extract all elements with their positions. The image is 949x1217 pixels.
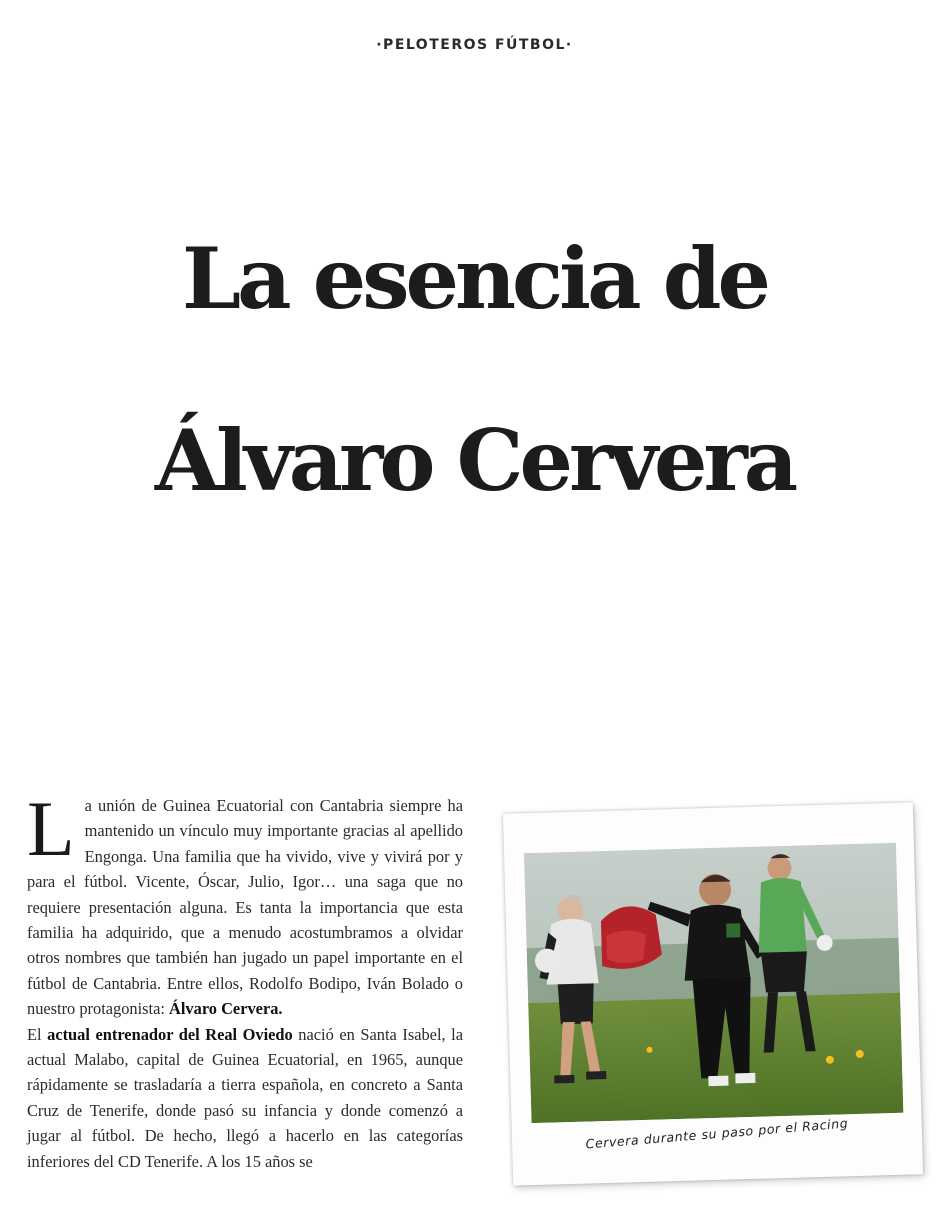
paragraph-2 — [27, 1022, 463, 1174]
training-photo — [524, 843, 903, 1123]
protagonist-name: Álvaro Cervera. — [169, 999, 283, 1019]
article-headline — [0, 188, 949, 552]
paragraph-2-text: nació en Santa Isabel, la actual Malabo, capital de Guinea Ecuatorial, en 1965, aunque rápidamente se trasladaría a tierra española, en concreto a Santa Cruz de Tenerife, donde pasó su infancia y donde comenzó a jugar al fútbol. De hecho, llegó a hacerlo en las categorías inferiores del CD Tenerife. A los 15 años se — [27, 1024, 463, 1171]
article-body — [27, 785, 463, 1174]
paragraph-1 — [27, 785, 463, 1022]
drop-cap: L — [27, 785, 75, 872]
headline-line-2: Álvaro Cervera — [154, 411, 795, 510]
section-label: ·PELOTEROS FÚTBOL· — [376, 37, 573, 53]
training-photo-illustration — [524, 843, 903, 1123]
photo-frame — [503, 802, 923, 1185]
coach-role: actual entrenador del Real Oviedo — [47, 1024, 293, 1044]
paragraph-1-text: a unión de Guinea Ecuatorial con Cantabria siempre ha mantenido un vínculo muy importante gracias al apellido Engonga. Una familia que ha vivido, vive y vivirá por y para el fútbol. Vicente, Óscar, Julio, Igor… una saga que no requiere presentación alguna. Es tanta la importancia que esta familia ha adquirido, que a menudo acostumbramos a olvidar otros nombres que también han jugado un papel importante en el fútbol de Cantabria. Entre ellos, Rodolfo Bodipo, Iván Bolado o nuestro protagonista: — [27, 796, 463, 1019]
photo-caption: Cervera durante su paso por el Racing — [585, 1115, 849, 1152]
paragraph-2-start: El — [27, 1024, 48, 1044]
headline-line-1: La esencia de — [182, 229, 767, 328]
